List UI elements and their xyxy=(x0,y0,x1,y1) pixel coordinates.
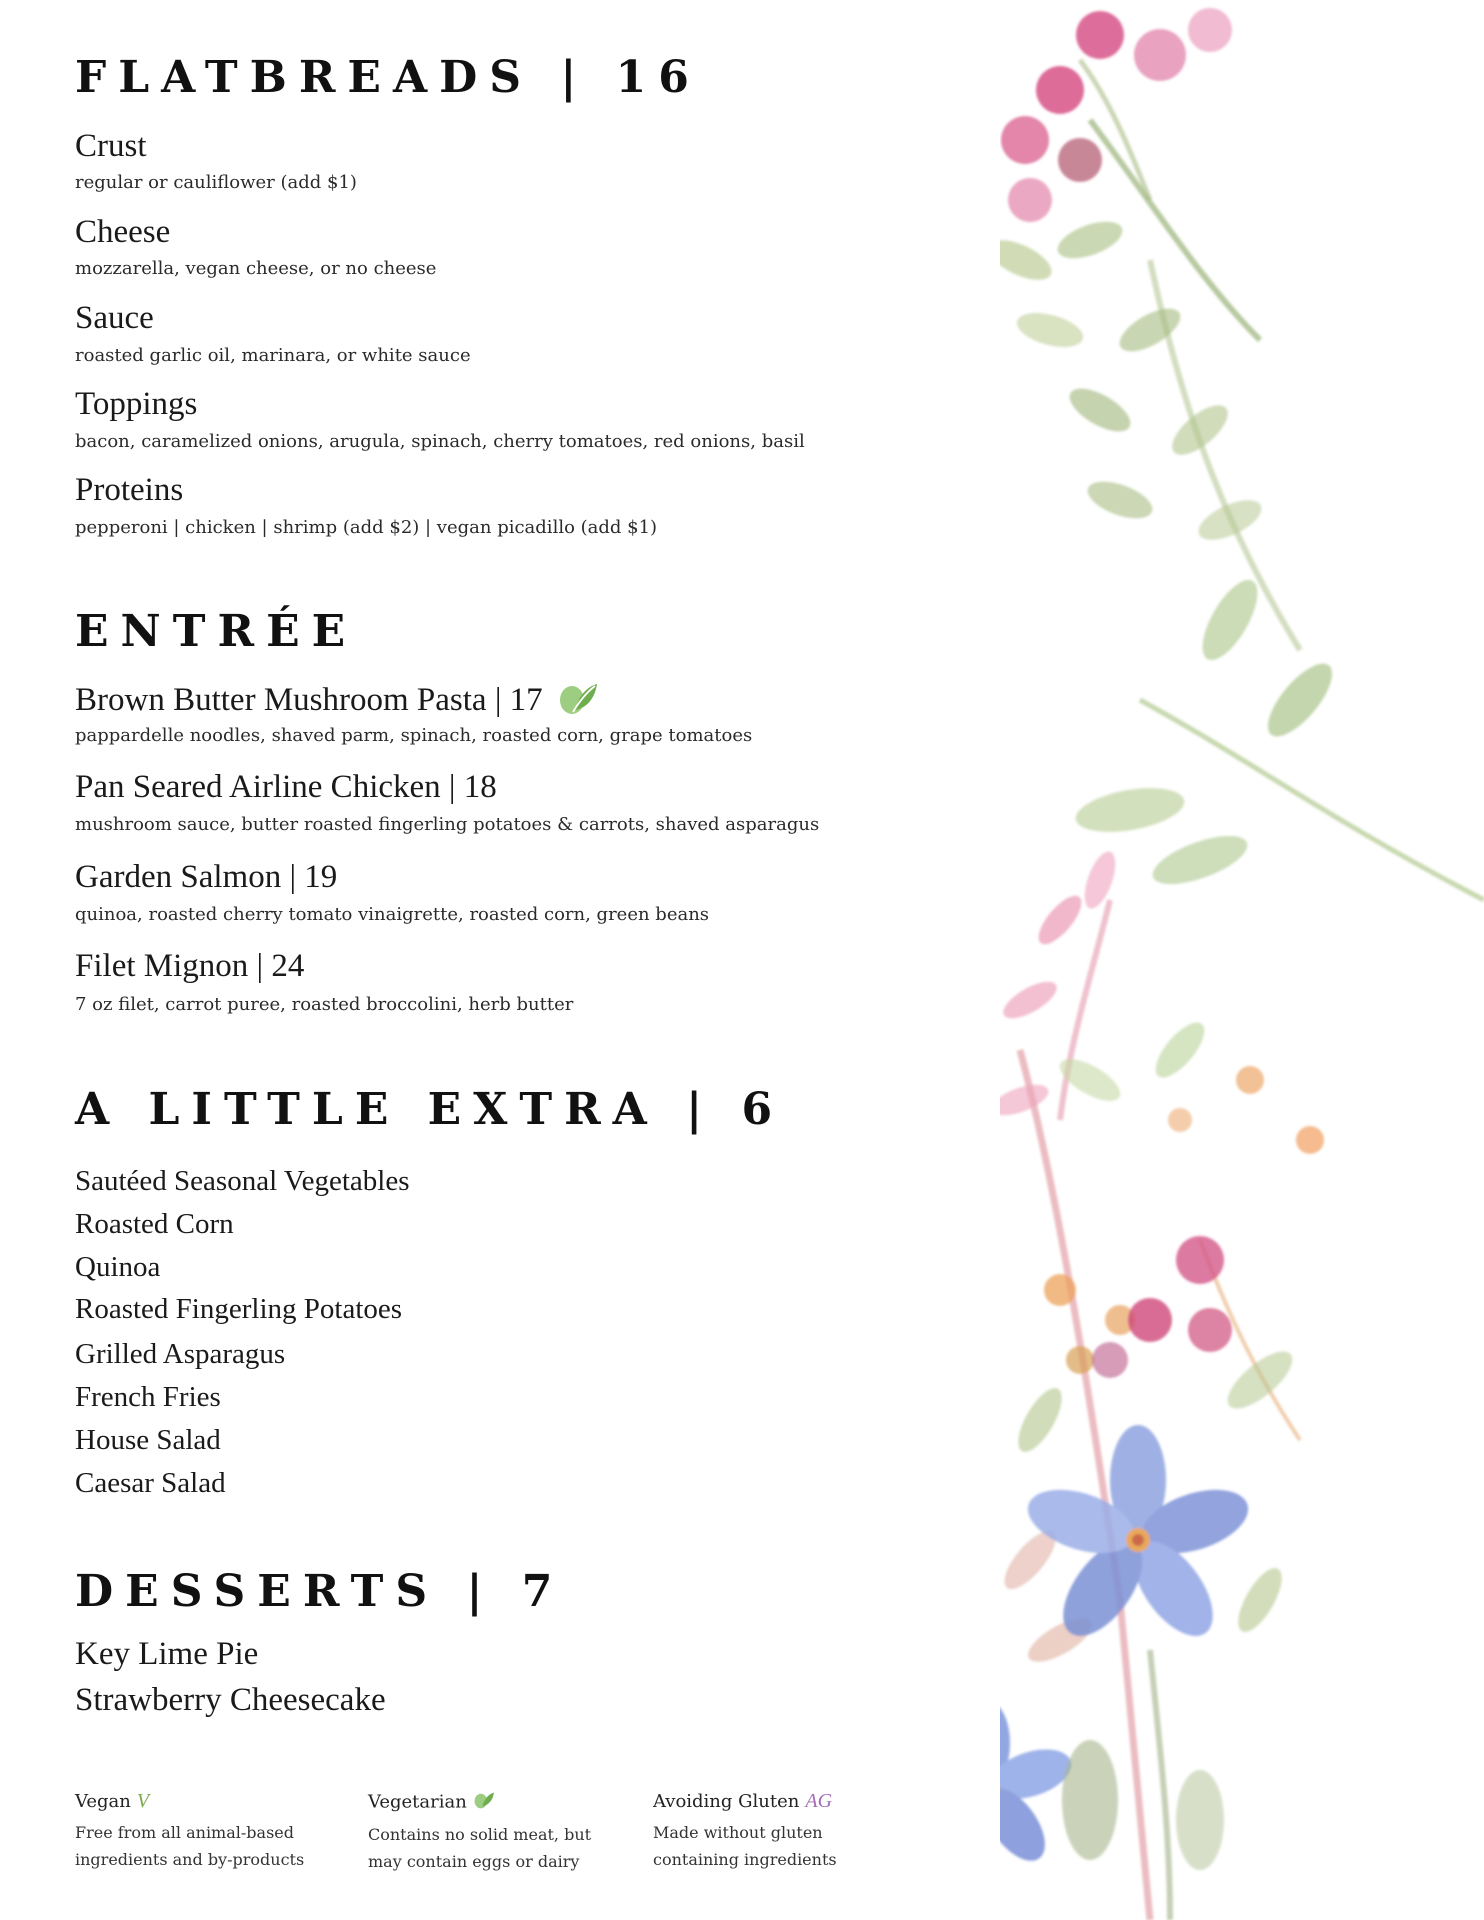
floral-decoration xyxy=(1000,0,1484,1920)
legend-vegetarian-label: Vegetarian xyxy=(368,1791,467,1813)
legend-vegan-desc: Free from all animal-based ingredients and by-products xyxy=(75,1823,305,1869)
vegetarian-leaf-icon xyxy=(557,680,599,725)
flatbread-sauce-name: Sauce xyxy=(75,300,154,336)
ag-mark: AG xyxy=(805,1790,833,1812)
extra-item: Quinoa xyxy=(75,1251,161,1283)
desserts-heading: DESSERTS | 7 xyxy=(75,1566,565,1617)
legend-vegetarian xyxy=(368,1790,628,1875)
extra-item: Caesar Salad xyxy=(75,1467,226,1499)
legend-gluten-title xyxy=(653,1790,913,1813)
legend-vegetarian-desc: Contains no solid meat, but may contain eggs or dairy xyxy=(368,1825,592,1871)
flatbread-crust-name: Crust xyxy=(75,128,147,164)
dessert-item: Strawberry Cheesecake xyxy=(75,1682,386,1718)
flatbread-crust-desc: regular or cauliflower (add $1) xyxy=(75,172,357,193)
flatbread-toppings-name: Toppings xyxy=(75,386,198,422)
extra-item: Roasted Fingerling Potatoes xyxy=(75,1293,403,1325)
flatbread-cheese-name: Cheese xyxy=(75,214,171,250)
extra-item: House Salad xyxy=(75,1424,221,1456)
entree-filet-name: Filet Mignon | 24 xyxy=(75,948,305,984)
legend-gluten-desc: Made without gluten containing ingredients xyxy=(653,1823,837,1869)
entree-chicken-desc: mushroom sauce, butter roasted fingerling potatoes & carrots, shaved asparagus xyxy=(75,814,820,835)
entree-chicken-name: Pan Seared Airline Chicken | 18 xyxy=(75,769,497,805)
flatbread-proteins-desc: pepperoni | chicken | shrimp (add $2) | vegan picadillo (add $1) xyxy=(75,517,658,538)
entree-salmon-name: Garden Salmon | 19 xyxy=(75,859,338,895)
legend-vegan-title xyxy=(75,1790,335,1813)
entree-filet-desc: 7 oz filet, carrot puree, roasted broccolini, herb butter xyxy=(75,994,574,1015)
leaf-icon xyxy=(473,1790,495,1815)
legend-gluten xyxy=(653,1790,913,1873)
extras-heading: A LITTLE EXTRA | 6 xyxy=(75,1084,785,1135)
flatbreads-heading: FLATBREADS | 16 xyxy=(75,52,701,103)
legend-vegan-label: Vegan xyxy=(75,1791,131,1812)
legend-vegetarian-title xyxy=(368,1790,628,1815)
entree-salmon-desc: quinoa, roasted cherry tomato vinaigrette, roasted corn, green beans xyxy=(75,904,710,925)
extra-item: Sautéed Seasonal Vegetables xyxy=(75,1165,410,1197)
entree-pasta-desc: pappardelle noodles, shaved parm, spinach, roasted corn, grape tomatoes xyxy=(75,725,753,746)
extra-item: Roasted Corn xyxy=(75,1208,234,1240)
flatbread-sauce-desc: roasted garlic oil, marinara, or white sauce xyxy=(75,345,471,366)
extra-item: French Fries xyxy=(75,1381,221,1413)
flatbread-toppings-desc: bacon, caramelized onions, arugula, spinach, cherry tomatoes, red onions, basil xyxy=(75,431,805,452)
flatbread-proteins-name: Proteins xyxy=(75,472,184,508)
entree-pasta-name: Brown Butter Mushroom Pasta | 17 xyxy=(75,682,543,719)
entree-pasta xyxy=(75,680,599,725)
legend-gluten-label: Avoiding Gluten xyxy=(653,1791,800,1812)
legend-vegan xyxy=(75,1790,335,1873)
dessert-item: Key Lime Pie xyxy=(75,1636,259,1672)
extra-item: Grilled Asparagus xyxy=(75,1338,286,1370)
vegan-mark: V xyxy=(136,1790,150,1812)
flatbread-cheese-desc: mozzarella, vegan cheese, or no cheese xyxy=(75,258,437,279)
entree-heading: ENTRÉE xyxy=(75,606,358,657)
